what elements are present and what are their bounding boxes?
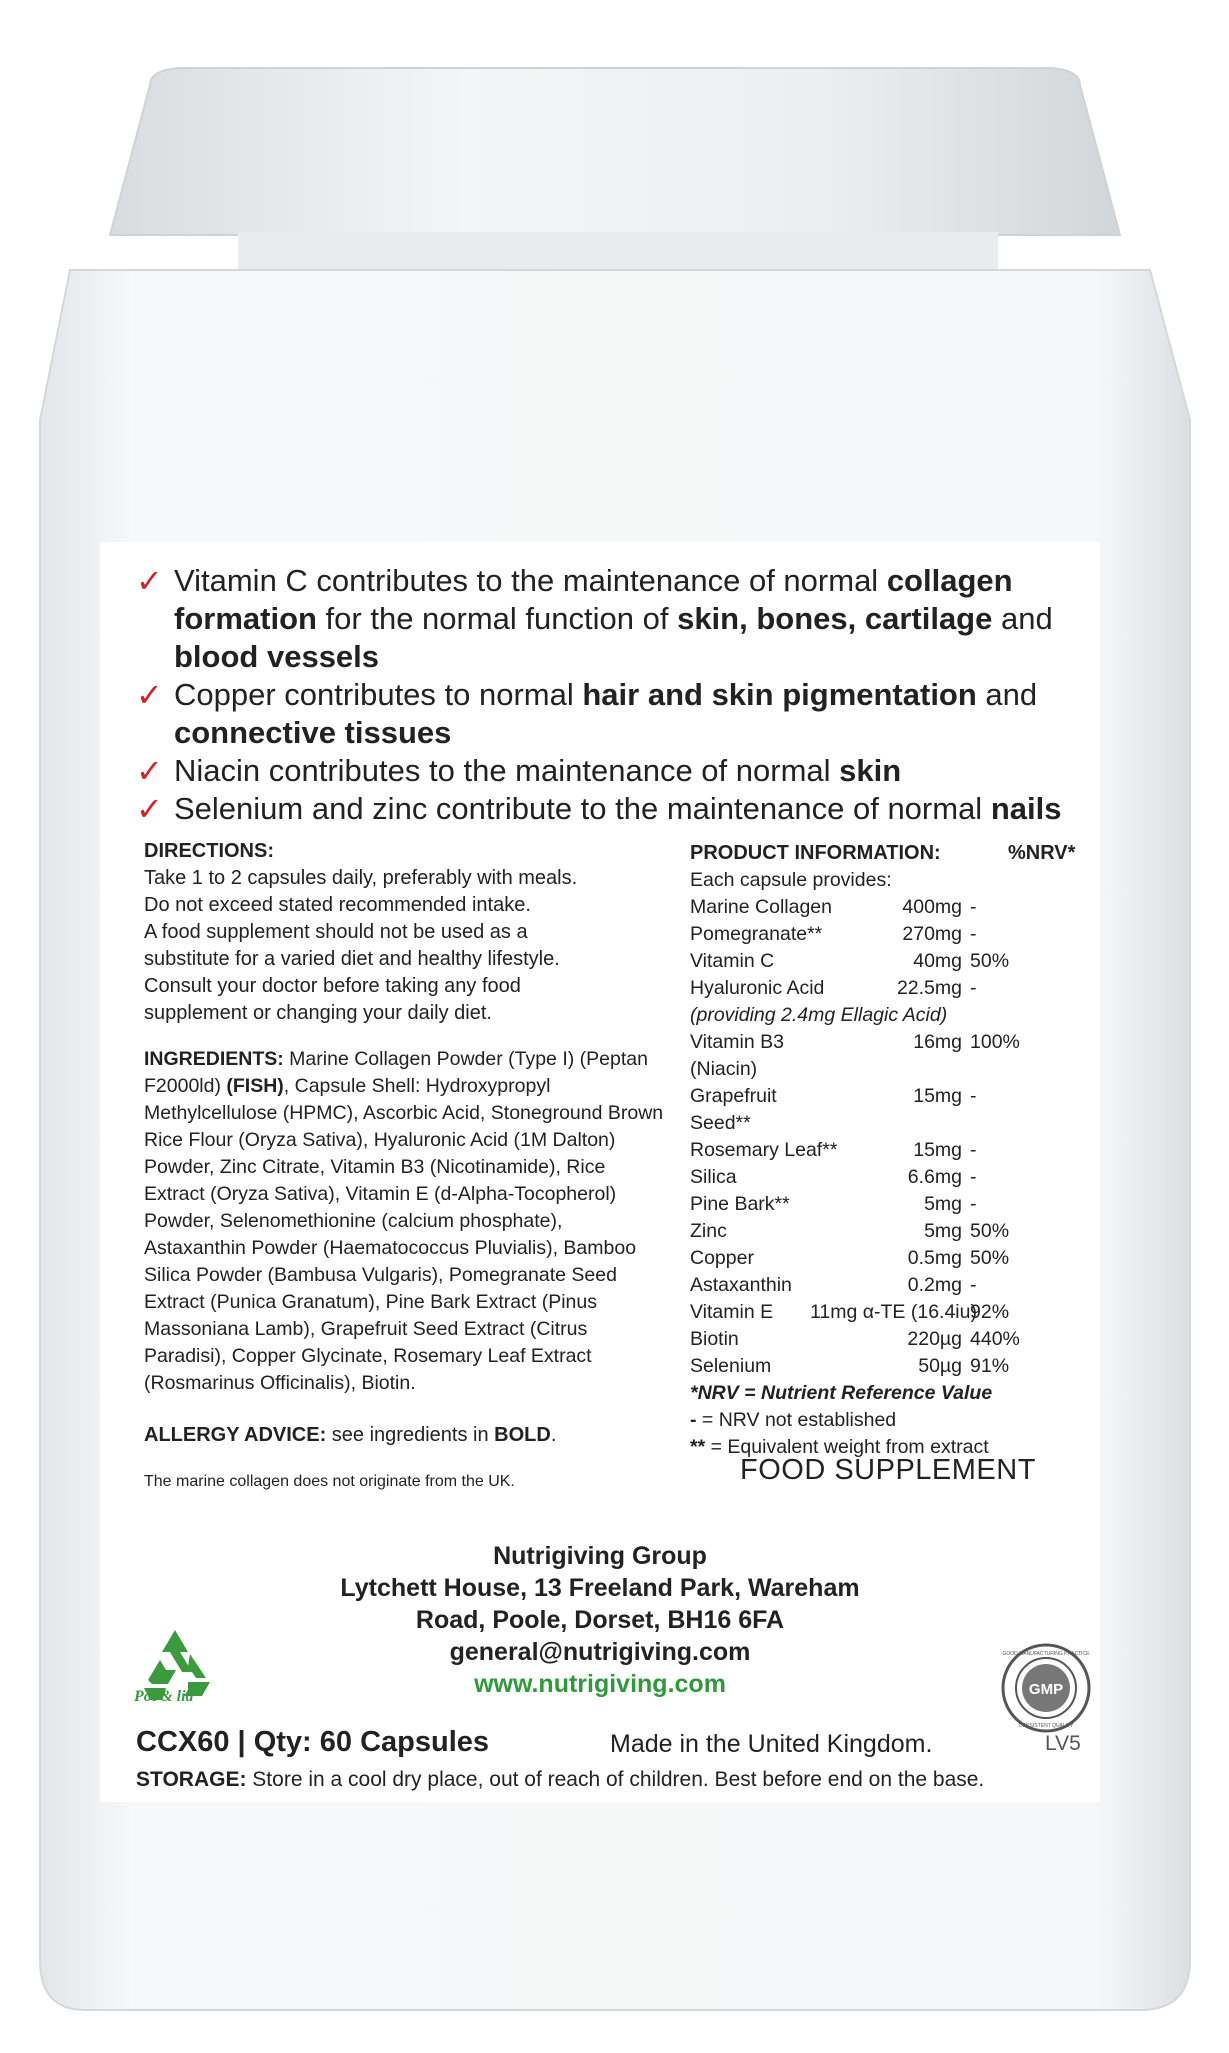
- gmp-ring-top: GOOD MANUFACTURING PRACTICE: [1002, 1651, 1090, 1657]
- nutrient-row: Pine Bark** 5mg -: [690, 1193, 977, 1215]
- allergy-advice: ALLERGY ADVICE: see ingredients in BOLD.: [144, 1424, 557, 1446]
- lid-rim: [238, 232, 998, 272]
- equivalent-weight-note: ** = Equivalent weight from extract: [690, 1436, 989, 1458]
- nutrient-row: Rosemary Leaf** 15mg -: [690, 1139, 977, 1161]
- nutrient-row: Astaxanthin 0.2mg -: [690, 1274, 977, 1296]
- address-line: Road, Poole, Dorset, BH16 6FA: [415, 1606, 785, 1634]
- claim-item: ✓ Copper contributes to normal hair and skin pigmentation and connective tissues: [136, 677, 1038, 750]
- company-address: [300, 1540, 900, 1700]
- directions-line: Consult your doctor before taking any food: [144, 975, 521, 997]
- product-information: [690, 840, 1090, 1461]
- origin-note: The marine collagen does not originate from the UK.: [144, 1473, 515, 1490]
- product-info-heading: PRODUCT INFORMATION:: [690, 842, 941, 864]
- ingredients: INGREDIENTS: Marine Collagen Powder (Type I) (Peptan F2000ld) (FISH), Capsule Shell: Hydroxypropyl Methylcellulose (HPMC), Ascorbic Acid, Stoneground Brown Rice Flour (Oryza Sativa), Hyaluronic Acid (1M Dalton) Powder, Zinc Citrate, Vitamin B3 (Nicotinamide), Rice Extract (Oryza Sativa), Vitamin E (d-Alpha-Tocopherol) Powder, Selenomethionine (calcium phosphate), Astaxanthin Powder (Haematococcus Pluvialis), Bamboo Silica Powder (Bambusa Vulgaris), Pomegranate Seed Extract (Punica Granatum), Pine Bark Extract (Pinus Massoniana Lamb), Grapefruit Seed Extract (Citrus Paradisi), Copper Glycinate, Rosemary Leaf Extract (Rosmarinus Officinalis), Biotin.: [144, 1048, 664, 1394]
- claim-item: ✓ Selenium and zinc contribute to the maintenance of normal nails: [136, 791, 1062, 827]
- nutrient-row: Zinc 5mg 50%: [690, 1220, 1010, 1242]
- claim-item: ✓ Vitamin C contributes to the maintenance of normal collagen formation for the normal function of skin, bones, cartilage and blood vessels: [136, 563, 1053, 674]
- product-label: [100, 542, 1100, 1802]
- nutrient-row: Marine Collagen 400mg -: [690, 896, 977, 918]
- nutrient-row: Silica 6.6mg -: [690, 1166, 977, 1188]
- checkmark-icon: ✓: [136, 753, 163, 789]
- ingredients-heading: INGREDIENTS:: [144, 1048, 284, 1070]
- nutrient-row: Vitamin E 11mg α-TE (16.4iu) 92%: [690, 1301, 1010, 1323]
- nrv-definition: *NRV = Nutrient Reference Value: [690, 1382, 993, 1404]
- made-in: Made in the United Kingdom.: [610, 1730, 933, 1758]
- directions-line: Do not exceed stated recommended intake.: [144, 894, 531, 916]
- directions-line: A food supplement should not be used as a: [144, 921, 528, 943]
- providing-note: (providing 2.4mg Ellagic Acid): [690, 1004, 948, 1026]
- directions-line: substitute for a varied diet and healthy lifestyle.: [144, 948, 560, 970]
- directions: [144, 838, 664, 1027]
- company-name: Nutrigiving Group: [493, 1542, 707, 1570]
- gmp-seal-icon: [1000, 1642, 1092, 1734]
- nutrient-row: Copper 0.5mg 50%: [690, 1247, 1010, 1269]
- product-info-subheading: Each capsule provides:: [690, 869, 892, 891]
- lid: [110, 68, 1120, 235]
- nutrient-row: Selenium 50µg 91%: [690, 1355, 1010, 1377]
- product-code: CCX60 | Qty: 60 Capsules: [136, 1726, 490, 1758]
- recycle-icon: [130, 1624, 220, 1724]
- checkmark-icon: ✓: [136, 563, 163, 599]
- nrv-heading: %NRV*: [1008, 842, 1076, 864]
- food-supplement-title: FOOD SUPPLEMENT: [740, 1454, 1036, 1486]
- email: general@nutrigiving.com: [449, 1638, 751, 1666]
- recycle-caption: Pot & lid: [134, 1688, 194, 1705]
- gmp-center-text: GMP: [1028, 1681, 1064, 1698]
- address-line: Lytchett House, 13 Freeland Park, Wareham: [340, 1574, 860, 1602]
- nutrient-row: Grapefruit Seed** 15mg -: [690, 1085, 977, 1134]
- label-version: LV5: [1045, 1732, 1081, 1755]
- nutrient-row: Vitamin B3 (Niacin) 16mg 100%: [690, 1031, 1020, 1080]
- nrv-not-established: - = NRV not established: [690, 1409, 897, 1431]
- claim-item: ✓ Niacin contributes to the maintenance of normal skin: [136, 753, 902, 789]
- nutrient-row: Biotin 220µg 440%: [690, 1328, 1020, 1350]
- storage-instructions: STORAGE: Store in a cool dry place, out of reach of children. Best before end on the base.: [136, 1768, 985, 1791]
- nutrient-row: Hyaluronic Acid 22.5mg -: [690, 977, 977, 999]
- directions-heading: DIRECTIONS:: [144, 840, 274, 862]
- directions-line: supplement or changing your daily diet.: [144, 1002, 492, 1024]
- nutrient-row: Pomegranate** 270mg -: [690, 923, 977, 945]
- health-claims: [136, 562, 1096, 828]
- checkmark-icon: ✓: [136, 677, 163, 713]
- website: www.nutrigiving.com: [474, 1670, 726, 1698]
- nutrient-row: Vitamin C 40mg 50%: [690, 950, 1010, 972]
- directions-line: Take 1 to 2 capsules daily, preferably with meals.: [144, 867, 578, 889]
- gmp-ring-bottom: CONSISTENT QUALITY: [1018, 1723, 1074, 1729]
- checkmark-icon: ✓: [136, 791, 163, 827]
